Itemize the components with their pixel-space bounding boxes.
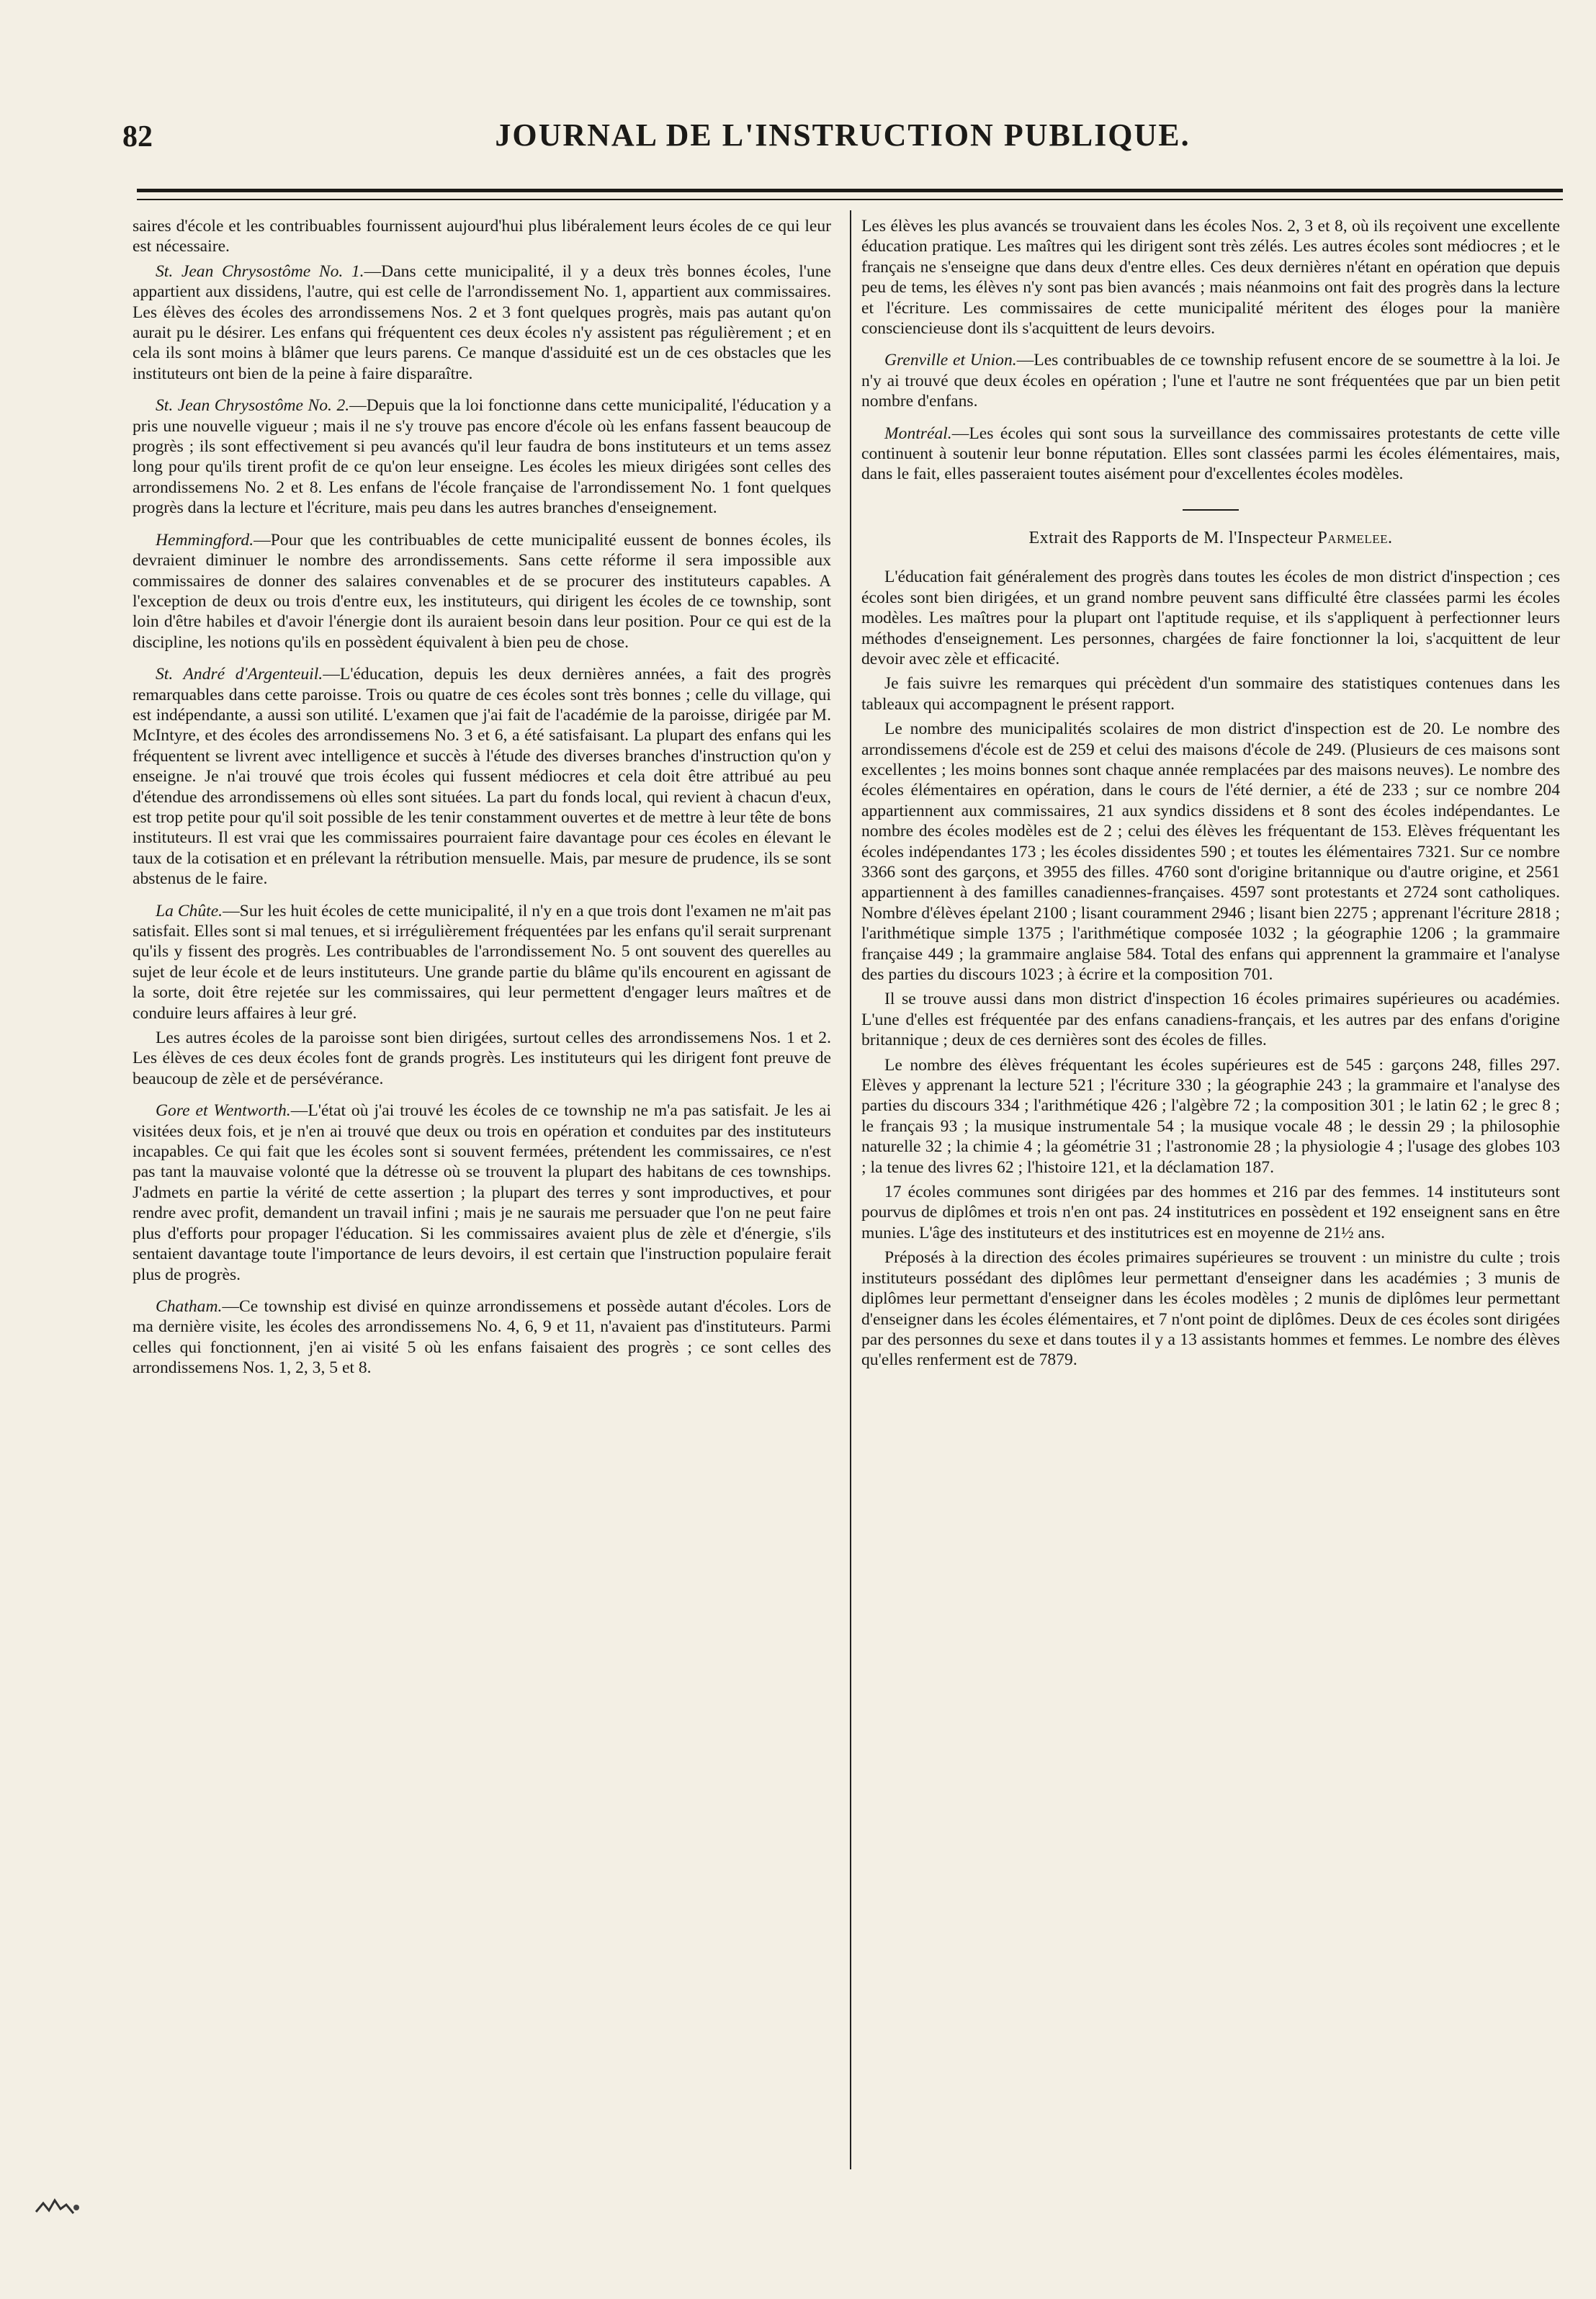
paragraph: Il se trouve aussi dans mon district d'inspection 16 écoles primaires supérieures ou académies. L'une d'elles est fréquentée par des enfans canadiens-français, et les autres par des enfans d'origine britannique ; deux de ces dernières sont des écoles de filles.	[861, 990, 1560, 1050]
header-rule-thin	[137, 199, 1563, 200]
page-number: 82	[122, 120, 153, 153]
paragraph: Les autres écoles de la paroisse sont bien dirigées, surtout celles des arrondissemens Nos. 1 et 2. Les élèves de ces deux écoles font de grands progrès. Les instituteurs qui les dirigent font preuve de beaucoup de zèle et de persévérance.	[133, 1028, 831, 1088]
place-name: Hemmingford.	[156, 530, 254, 550]
paragraph: Grenville et Union.—Les contribuables de ce township refusent encore de se soumettre à la loi. Je n'y ai trouvé que deux écoles en opération ; l'une et l'autre ne sont fréquentées que par un bien petit nombre d'enfans.	[861, 351, 1560, 411]
journal-title: JOURNAL DE L'INSTRUCTION PUBLIQUE.	[495, 117, 1191, 153]
paragraph: L'éducation fait généralement des progrès dans toutes les écoles de mon district d'inspection ; ces écoles sont bien dirigées, et un grand nombre peuvent sans difficulté être classées parmi les écoles modèles. Les maîtres pour la plupart ont l'aptitude requise, et ils s'appliquent à perfectionner leurs méthodes d'enseignement. Les personnes, chargées de faire fonctionner la loi, s'acquittent de leur devoir avec zèle et efficacité.	[861, 568, 1560, 668]
place-name: St. Jean Chrysostôme No. 2.	[156, 396, 350, 416]
place-name: Montréal.	[884, 424, 952, 443]
paragraph: St. André d'Argenteuil.—L'éducation, depuis les deux dernières années, a fait des progrès remarquables dans cette paroisse. Trois ou quatre de ces écoles sont très bonnes ; celle du village, qui est indépendante, a aussi son utilité. L'examen que j'ai fait de l'académie de la paroisse, dirigée par M. McIntyre, et des écoles des arrondissemens No. 3 et 6, a été satisfaisant. La plupart des enfans qui les fréquentent se livrent avec intelligence et succès à l'étude des diverses branches d'instruction qu'on y enseigne. Je n'ai trouvé que trois écoles qui fussent médiocres et cela doit être attribué au peu d'étendue des arrondissemens où elles sont situées. La part du fonds local, qui revient à chacun d'eux, est trop petite pour qu'il soit possible de les tenir constamment ouvertes et de mettre à leur tête de bons instituteurs. Il est vrai que les commissaires pourraient faire davantage pour ces écoles en élevant le taux de la cotisation et en prélevant la rétribution mensuelle. Mais, par mesure de prudence, ils se sont abstenus de le faire.	[133, 665, 831, 889]
place-name: Chatham.	[156, 1296, 223, 1316]
paragraph: Montréal.—Les écoles qui sont sous la surveillance des commissaires protestants de cette ville continuent à soutenir leur bonne réputation. Elles sont classées parmi les écoles élémentaires, mais, dans le fait, elles passeraient toutes aisément pour d'excellentes écoles modèles.	[861, 424, 1560, 484]
paragraph: Le nombre des municipalités scolaires de mon district d'inspection est de 20. Le nombre des arrondissemens d'école est de 259 et celui des maisons d'école de 249. (Plusieurs de ces maisons sont excellentes ; les moins bonnes sont chaque année remplacées par des maisons neuves). Le nombre des écoles élémentaires en opération, dans le cours de l'été dernier, a été de 233 ; sur ce nombre 204 appartiennent aux commissaires, 21 aux syndics dissidens et 8 sont des écoles indépendantes. Le nombre des écoles modèles est de 2 ; celui des élèves les fréquentant de 153. Elèves fréquentant les écoles indépendantes 173 ; les écoles dissidentes 590 ; et toutes les élémentaires 7321. Sur ce nombre 3366 sont des garçons, et 3955 des filles. 4760 sont d'origine britannique ou d'autre origine, et 2561 appartiennent à des familles canadiennes-françaises. 4597 sont protestants et 2724 sont catholiques. Nombre d'élèves épelant 2100 ; lisant couramment 2946 ; lisant bien 2275 ; apprenant l'écriture 2818 ; l'arithmétique simple 1375 ; l'arithmétique composée 1032 ; la géographie 1206 ; la grammaire française 449 ; la grammaire anglaise 584. Total des enfans qui apprennent la grammaire et l'analyse des parties du discours 1023 ; à écrire et la composition 701.	[861, 720, 1560, 984]
section-title: Extrait des Rapports de M. l'Inspecteur Parmelee.	[1028, 528, 1393, 547]
paragraph: 17 écoles communes sont dirigées par des hommes et 216 par des femmes. 14 instituteurs sont pourvus de diplômes et trois n'en ont pas. 24 institutrices en possèdent et 192 enseignent sans en être munies. L'âge des instituteurs et des institutrices est en moyenne de 21½ ans.	[861, 1183, 1560, 1242]
paragraph: Chatham.—Ce township est divisé en quinze arrondissemens et possède autant d'écoles. Lors de ma dernière visite, les écoles des arrondissemens No. 4, 6, 9 et 11, n'avaient pas d'instituteurs. Parmi celles qui fonctionnent, j'en ai visité 5 où les enfans faisaient des progrès ; ce sont celles des arrondissemens Nos. 1, 2, 3, 5 et 8.	[133, 1296, 831, 1378]
column-divider	[850, 210, 851, 2169]
paragraph: St. Jean Chrysostôme No. 1.—Dans cette municipalité, il y a deux très bonnes écoles, l'une appartient aux dissidens, l'autre, qui est celle de l'arrondissement No. 1, appartient aux commissaires. Les élèves des écoles des arrondissemens Nos. 2 et 3 font quelques progrès, mais pas autant qu'on aurait pu le désirer. Les enfans qui fréquentent ces deux écoles n'y assistent pas régulièrement ; et en cela ils sont moins à blâmer que leurs parens. Ce manque d'assiduité est un de ces obstacles que les instituteurs ont bien de la peine à faire disparaître.	[133, 261, 831, 383]
place-name: St. André d'Argenteuil.	[156, 665, 323, 684]
paragraph: Les élèves les plus avancés se trouvaient dans les écoles Nos. 2, 3 et 8, où ils reçoivent une excellente éducation pratique. Les maîtres qui les dirigent sont très zélés. Les autres écoles sont médiocres ; et le français ne s'enseigne que dans deux d'entre elles. Ces deux dernières n'étant en opération que depuis peu de tems, les élèves n'y sont pas bien avancés ; mais néanmoins ont fait des progrès dans la lecture et l'écriture. Les commissaires de cette municipalité méritent des éloges pour la manière consciencieuse dont ils s'acquittent de leurs devoirs.	[861, 217, 1560, 339]
place-name: La Chûte.	[156, 901, 223, 920]
paragraph: Le nombre des élèves fréquentant les écoles supérieures est de 545 : garçons 248, filles 297. Elèves y apprenant la lecture 521 ; l'écriture 330 ; la géographie 243 ; la grammaire et l'analyse des parties du discours 334 ; l'arithmétique 426 ; l'algèbre 72 ; la composition 301 ; le latin 62 ; le grec 8 ; le français 93 ; la musique instrumentale 54 ; la musique vocale 48 ; le dessin 29 ; la philosophie naturelle 32 ; la chimie 4 ; la géométrie 31 ; l'astronomie 28 ; la physiologie 4 ; l'usage des globes 103 ; la tenue des livres 62 ; l'histoire 121, et la déclamation 187.	[861, 1055, 1560, 1177]
paragraph: saires d'école et les contribuables fournissent aujourd'hui plus libéralement leurs écoles de ce qui leur est nécessaire.	[133, 217, 831, 256]
right-column	[861, 216, 1560, 1375]
page-header	[115, 114, 1570, 157]
paragraph: Préposés à la direction des écoles primaires supérieures se trouvent : un ministre du culte ; trois instituteurs possédant des diplômes leur permettant d'enseigner dans les académies ; 3 munis de diplômes leur permettant d'enseigner dans les écoles modèles ; 2 munis de diplômes leur permettant d'enseigner dans les écoles élémentaires, et 7 n'ont point de diplômes. Deux de ces écoles sont dirigées par des personnes du sexe et dans toutes il y a 13 assistants hommes et femmes. Le nombre des élèves qu'elles renferment est de 7879.	[861, 1248, 1560, 1370]
paragraph: St. Jean Chrysostôme No. 2.—Depuis que la loi fonctionne dans cette municipalité, l'éducation y a pris une nouvelle vigueur ; mais il ne s'y trouve pas encore d'école où les enfans fassent beaucoup de progrès ; ils sont effectivement si peu avancés qu'il leur faudra de bons instituteurs et un tems assez long pour qu'ils tirent profit de ce qu'on leur enseigne. Les écoles les mieux dirigées sont celles des arrondissemens No. 2 et 8. Les enfans de l'école française de l'arrondissement No. 1 font quelques progrès dans la lecture et l'écriture, mais peu dans les autres branches d'enseignement.	[133, 396, 831, 518]
place-name: Grenville et Union.	[884, 351, 1017, 370]
section-divider	[1183, 509, 1239, 511]
paragraph: Je fais suivre les remarques qui précèdent d'un sommaire des statistiques contenues dans les tableaux qui accompagnent le présent rapport.	[861, 674, 1560, 714]
paragraph: La Chûte.—Sur les huit écoles de cette municipalité, il n'y en a que trois dont l'examen ne m'ait pas satisfait. Elles sont si mal tenues, et si irrégulièrement fréquentées par les enfans qu'il serait surprenant qu'ils y fissent des progrès. Les contribuables de l'arrondissement No. 5 ont souvent des querelles au sujet de leur école et de leurs instituteurs. Une grande partie du blâme qu'ils encourent en agissant de la sorte, doit être rejetée sur les commissaires, qui leur permettent d'engager leurs maîtres et de conduire leurs affaires à leur gré.	[133, 901, 831, 1023]
library-stamp-mark	[33, 2193, 84, 2220]
paragraph: Hemmingford.—Pour que les contribuables de cette municipalité eussent de bonnes écoles, ils devraient diminuer le nombre des arrondissements. Sans cette réforme il sera impossible aux commissaires de donner des salaires convenables et de se procurer des instituteurs capables. A l'exception de deux ou trois d'entre eux, les instituteurs, qui dirigent les écoles de ce township, sont loin d'être habiles et d'avoir l'énergie dont ils auraient besoin dans leur position. Pour ce qui est de la discipline, les notions qu'ils en possèdent équivalent à bien peu de chose.	[133, 530, 831, 652]
place-name: St. Jean Chrysostôme No. 1.	[156, 261, 364, 281]
header-rule-thick	[137, 189, 1563, 192]
inspector-name: Parmelee.	[1317, 528, 1393, 547]
left-column	[133, 216, 831, 1383]
paragraph: Gore et Wentworth.—L'état où j'ai trouvé les écoles de ce township ne m'a pas satisfait. Je les ai visitées deux fois, et je n'en ai trouvé que deux ou trois en opération et conduites par des instituteurs incapables. Ce qui fait que les écoles sont si souvent fermées, prétendent les commissaires, ce n'est pas tant la mauvaise volonté que la détresse où se trouvent la plupart des habitans de ces townships. J'admets en partie la vérité de cette assertion ; la plupart des terres y sont improductives, et pour rendre avec profit, demandent un travail infini ; mais je ne saurais me persuader que l'on ne peut faire plus d'efforts pour propager l'éducation. Si les commissaires avaient plus de zèle et d'énergie, s'ils sentaient davantage toute l'importance de leurs devoirs, il est certain que l'instruction populaire ferait plus de progrès.	[133, 1101, 831, 1284]
place-name: Gore et Wentworth.	[156, 1101, 291, 1121]
